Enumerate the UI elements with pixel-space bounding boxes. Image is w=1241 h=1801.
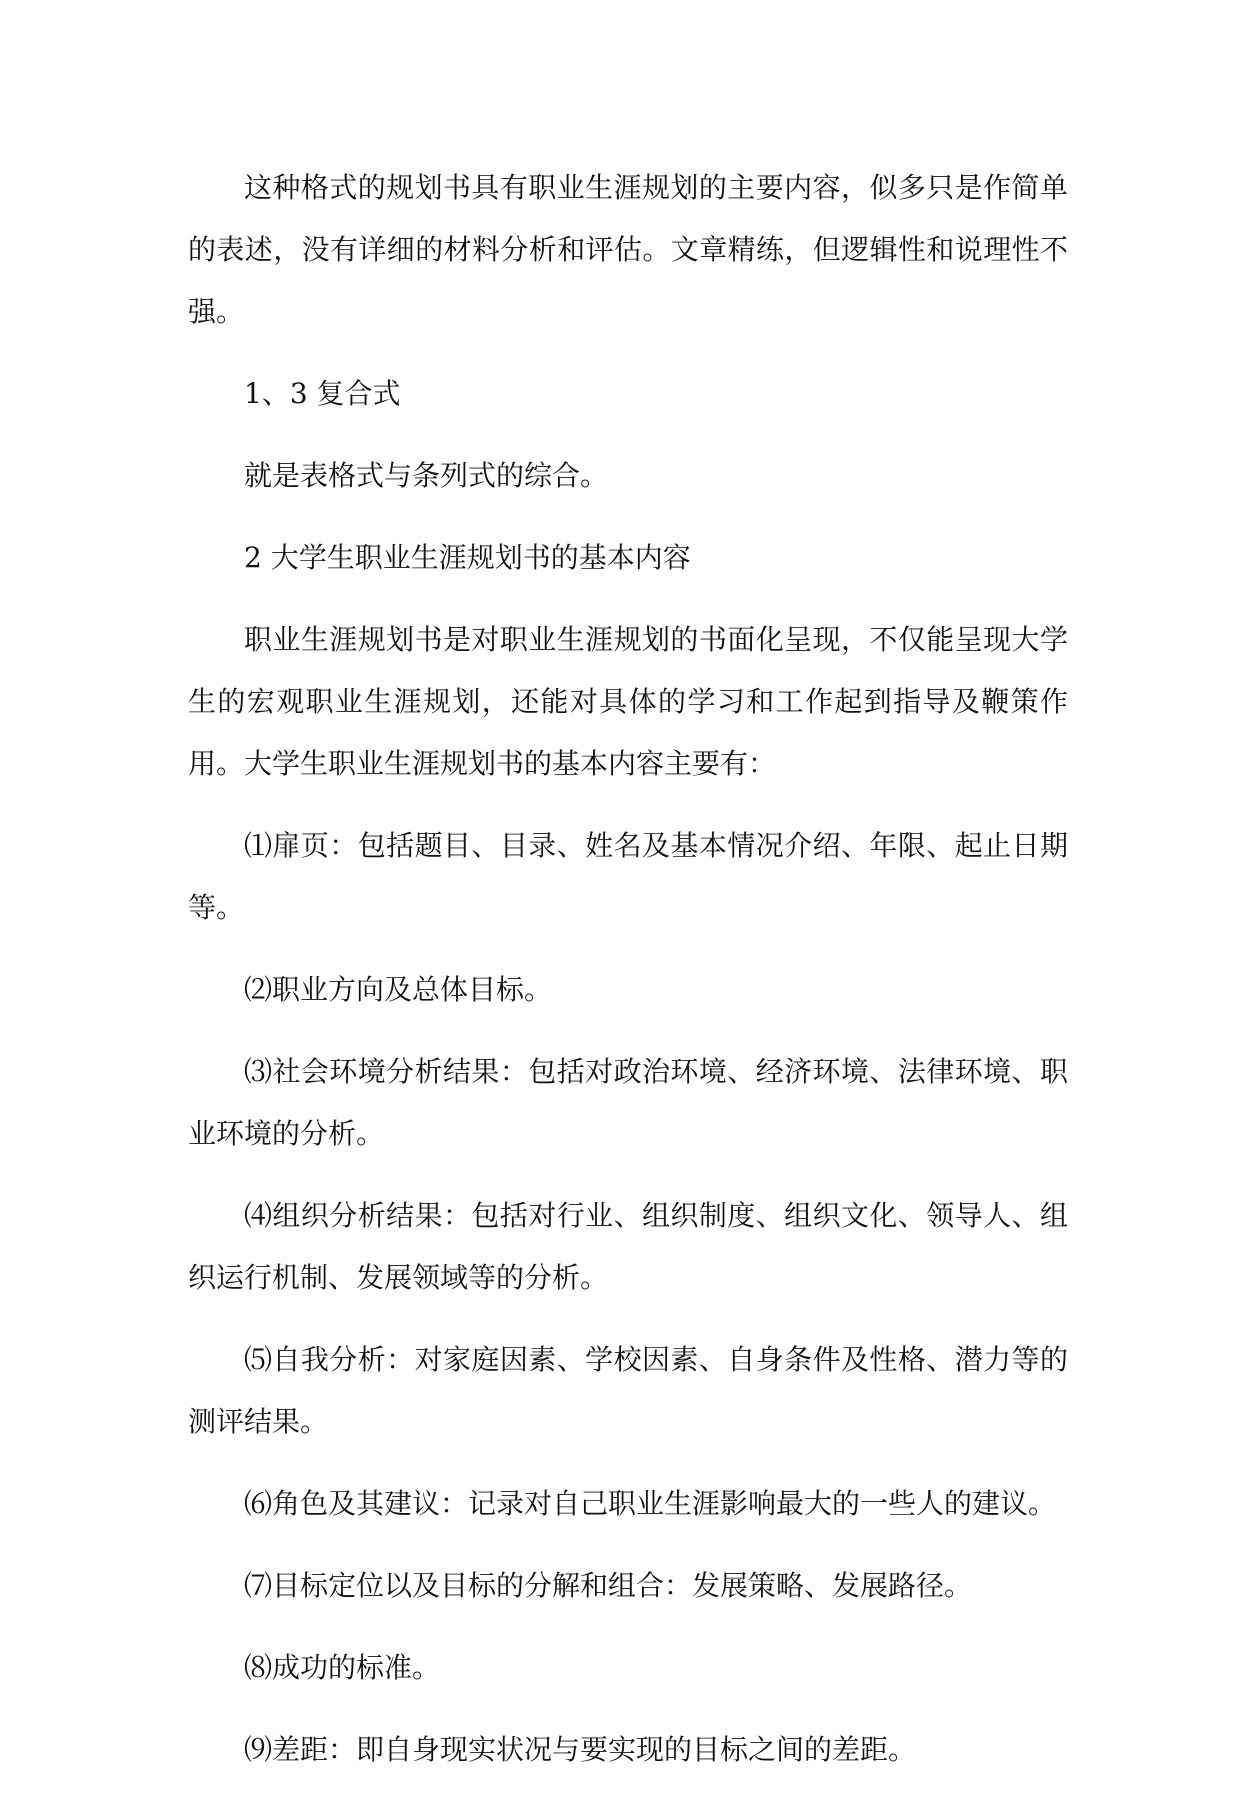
list-item-success-criteria: ⑻成功的标准。 <box>244 1651 441 1684</box>
list-item-social-analysis: ⑶社会环境分析结果：包括对政治环境、经济环境、法律环境、职业环境的分析。 <box>188 1055 1068 1150</box>
paragraph-composite-definition: 就是表格式与条列式的综合。 <box>244 459 609 492</box>
paragraph-format-description: 这种格式的规划书具有职业生涯规划的主要内容，似多只是作简单的表述，没有详细的材料分析和评估。文章精练，但逻辑性和说理性不强。 <box>188 171 1068 328</box>
paragraph-plan-intro: 职业生涯规划书是对职业生涯规划的书面化呈现，不仅能呈现大学生的宏观职业生涯规划，还能对具体的学习和工作起到指导及鞭策作用。大学生职业生涯规划书的基本内容主要有： <box>188 623 1068 780</box>
section-heading-composite: 1、3 复合式 <box>244 377 401 410</box>
list-item-organization-analysis: ⑷组织分析结果：包括对行业、组织制度、组织文化、领导人、组织运行机制、发展领域等的分析。 <box>188 1199 1068 1294</box>
list-item-self-analysis: ⑸自我分析：对家庭因素、学校因素、自身条件及性格、潜力等的测评结果。 <box>188 1343 1068 1438</box>
list-item-career-direction: ⑵职业方向及总体目标。 <box>244 973 553 1006</box>
list-item-goal-positioning: ⑺目标定位以及目标的分解和组合：发展策略、发展路径。 <box>244 1569 973 1602</box>
section-heading-basic-content: 2 大学生职业生涯规划书的基本内容 <box>244 541 691 574</box>
list-item-title-page: ⑴扉页：包括题目、目录、姓名及基本情况介绍、年限、起止日期等。 <box>188 829 1068 924</box>
list-item-roles-advice: ⑹角色及其建议：记录对自己职业生涯影响最大的一些人的建议。 <box>244 1487 1057 1520</box>
list-item-gap: ⑼差距：即自身现实状况与要实现的目标之间的差距。 <box>244 1733 917 1766</box>
document-body <box>188 157 1068 1801</box>
